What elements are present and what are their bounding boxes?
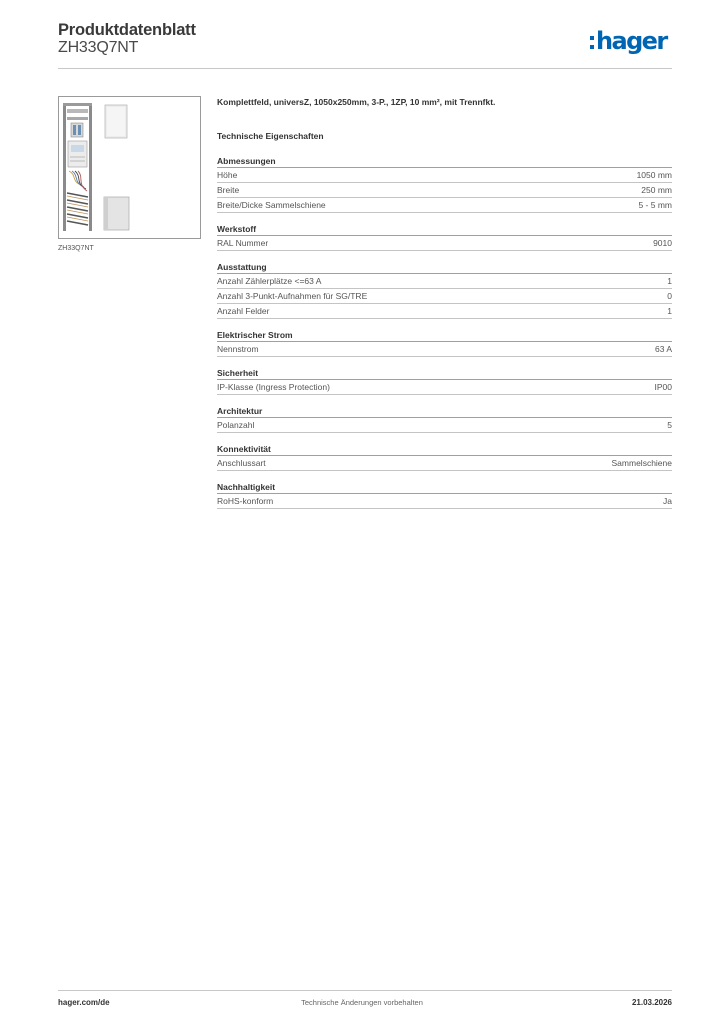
tech-properties-heading: Technische Eigenschaften [217,131,324,141]
spec-row [217,456,672,471]
section-title: Konnektivität [217,444,672,456]
footer-date: 21.03.2026 [631,998,672,1007]
hager-logo[interactable] [590,28,667,58]
footer-website-link[interactable]: hager.com/de [58,998,110,1007]
spec-label: RAL Nummer [217,238,269,248]
spec-row [217,274,672,289]
spec-row [217,380,672,395]
page-title: Produktdatenblatt [58,21,196,39]
spec-value: 1 [667,276,672,286]
spec-row [217,494,672,509]
spec-section [217,444,672,471]
spec-row [217,183,672,198]
section-title: Sicherheit [217,368,672,380]
footer-divider [58,990,672,991]
spec-label: Breite [217,185,240,195]
section-title: Abmessungen [217,156,672,168]
spec-value: 63 A [654,344,672,354]
spec-value: 5 [667,420,672,430]
product-image [58,96,201,239]
spec-value: 5 - 5 mm [638,200,672,210]
footer-notice: Technische Änderungen vorbehalten [301,998,423,1007]
product-code: ZH33Q7NT [58,39,139,56]
spec-value: Sammelschiene [611,458,672,468]
spec-label: Nennstrom [217,344,259,354]
spec-label: Breite/Dicke Sammelschiene [217,200,326,210]
spec-list [217,156,672,520]
spec-section [217,330,672,357]
spec-label: IP-Klasse (Ingress Protection) [217,382,330,392]
spec-label: Höhe [217,170,238,180]
spec-value: 0 [667,291,672,301]
spec-label: RoHS-konform [217,496,274,506]
logo-text: hager [596,27,667,55]
spec-row [217,289,672,304]
spec-value: Ja [663,496,672,506]
section-title: Werkstoff [217,224,672,236]
section-title: Elektrischer Strom [217,330,672,342]
logo-colon-icon [590,36,594,49]
distribution-panel-illustration [59,97,200,238]
spec-value: IP00 [654,382,672,392]
spec-row [217,168,672,183]
spec-label: Anzahl 3-Punkt-Aufnahmen für SG/TRE [217,291,368,301]
spec-row [217,418,672,433]
spec-row [217,342,672,357]
spec-label: Anzahl Zählerplätze <=63 A [217,276,322,286]
section-title: Architektur [217,406,672,418]
spec-row [217,236,672,251]
spec-row [217,304,672,319]
spec-label: Anzahl Felder [217,306,270,316]
product-description: Komplettfeld, universZ, 1050x250mm, 3-P., 1ZP, 10 mm², mit Trennfkt. [217,97,496,107]
spec-label: Polanzahl [217,420,255,430]
section-title: Ausstattung [217,262,672,274]
spec-value: 1050 mm [636,170,672,180]
section-title: Nachhaltigkeit [217,482,672,494]
spec-section [217,224,672,251]
spec-row [217,198,672,213]
spec-value: 1 [667,306,672,316]
spec-section [217,368,672,395]
spec-section [217,482,672,509]
spec-section [217,262,672,319]
spec-label: Anschlussart [217,458,266,468]
spec-section [217,406,672,433]
image-caption: ZH33Q7NT [58,245,94,252]
header-divider [58,68,672,69]
spec-value: 250 mm [641,185,672,195]
spec-section [217,156,672,213]
spec-value: 9010 [653,238,672,248]
